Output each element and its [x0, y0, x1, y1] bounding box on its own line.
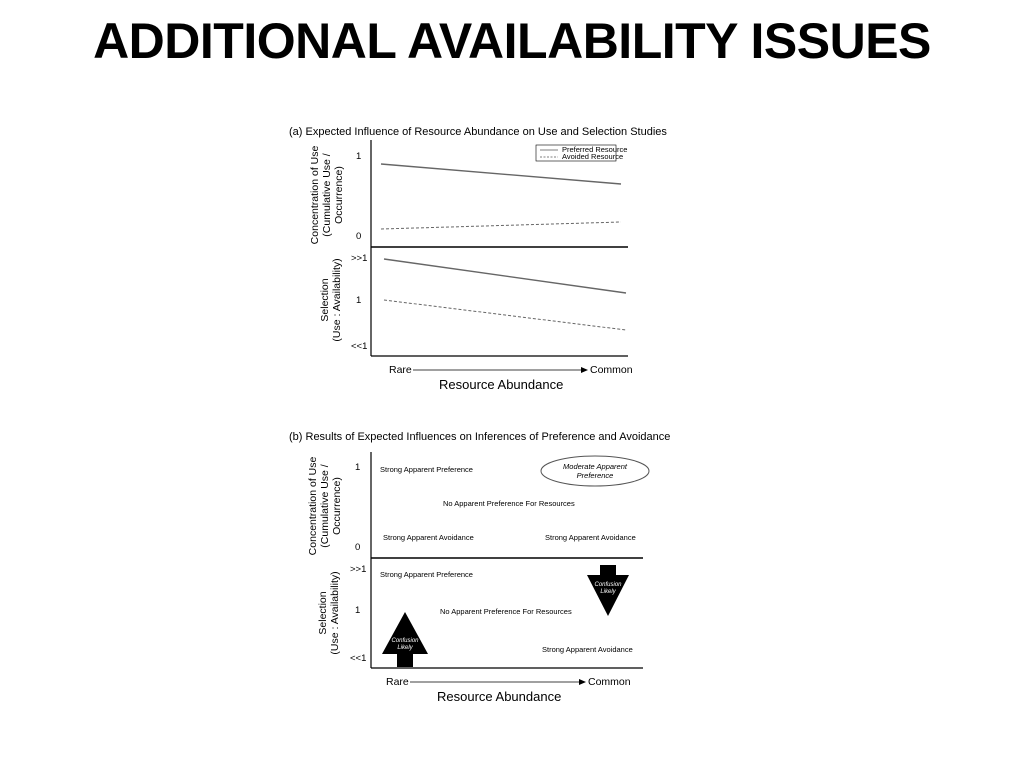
panel-b-tick-1: 1 — [355, 462, 361, 473]
b-top-strong-pref: Strong Apparent Preference — [380, 465, 473, 474]
panel-b-tick-0: 0 — [355, 542, 361, 553]
panel-a-tick-ll1: <<1 — [351, 341, 368, 352]
panel-b — [289, 431, 670, 704]
panel-b-tick-gg1: >>1 — [350, 564, 367, 575]
panel-a-xlabel: Resource Abundance — [439, 377, 564, 392]
arrow-down-text-1: Confusion — [594, 582, 622, 588]
panel-a-caption: (a) Expected Influence of Resource Abundance on Use and Selection Studies — [289, 126, 667, 138]
avoided-use-line — [381, 222, 621, 229]
panel-a-top-ylabel-2: (Cumulative Use / — [321, 153, 333, 237]
b-top-no-pref: No Apparent Preference For Resources — [443, 499, 575, 508]
b-top-avoid-right: Strong Apparent Avoidance — [545, 533, 636, 542]
avoided-selection-line — [384, 300, 626, 330]
panel-a-top-ylabel-3: Occurrence) — [333, 166, 345, 224]
panel-a-tick-sel1: 1 — [356, 295, 362, 306]
panel-b-tick-ll1: <<1 — [350, 653, 367, 664]
confusion-arrow-down — [587, 565, 629, 616]
b-bottom-no-pref: No Apparent Preference For Resources — [440, 607, 572, 616]
panel-a-x-arrowhead — [581, 367, 588, 373]
panel-a-tick-0: 0 — [356, 231, 362, 242]
panel-b-tick-sel1: 1 — [355, 605, 361, 616]
panel-b-x-arrowhead — [579, 679, 586, 685]
slide-title: ADDITIONAL AVAILABILITY ISSUES — [93, 13, 931, 69]
panel-b-xlabel: Resource Abundance — [437, 689, 562, 704]
panel-a-bottom-ylabel-1: Selection — [319, 278, 331, 322]
arrow-up-text-1: Confusion — [391, 638, 419, 644]
panel-a-x-rare: Rare — [389, 364, 412, 376]
panel-b-caption: (b) Results of Expected Influences on Inferences of Preference and Avoidance — [289, 431, 671, 443]
b-bottom-avoid: Strong Apparent Avoidance — [542, 645, 633, 654]
panel-b-top-ylabel-3: Occurrence) — [331, 477, 343, 535]
panel-a — [289, 126, 667, 392]
panel-b-bottom-ylabel-2: (Use : Availability) — [329, 571, 341, 655]
legend-avoided: Avoided Resource — [562, 152, 624, 161]
preferred-use-line — [381, 164, 621, 184]
panel-b-x-common: Common — [588, 676, 631, 688]
arrow-down-text-2: Likely — [600, 589, 616, 595]
panel-a-tick-gg1: >>1 — [351, 253, 368, 264]
panel-a-bottom-ylabel-2: (Use : Availability) — [331, 258, 343, 342]
arrow-up-text-2: Likely — [397, 645, 413, 651]
panel-a-tick-1: 1 — [356, 151, 362, 162]
panel-b-top-ylabel-2: (Cumulative Use / — [319, 464, 331, 548]
b-top-avoid-left: Strong Apparent Avoidance — [383, 533, 474, 542]
panel-b-bottom-ylabel-1: Selection — [317, 591, 329, 635]
panel-b-top-ylabel-1: Concentration of Use — [307, 456, 319, 556]
panel-b-x-rare: Rare — [386, 676, 409, 688]
b-top-moderate-pref-2: Preference — [576, 471, 614, 480]
preferred-selection-line — [384, 259, 626, 293]
panel-a-top-ylabel-1: Concentration of Use — [309, 145, 321, 245]
confusion-arrow-up — [382, 612, 428, 667]
legend-preferred: Preferred Resource — [562, 145, 628, 154]
b-bottom-strong-pref: Strong Apparent Preference — [380, 570, 473, 579]
panel-a-x-common: Common — [590, 364, 633, 376]
b-top-moderate-pref-1: Moderate Apparent — [563, 462, 627, 471]
